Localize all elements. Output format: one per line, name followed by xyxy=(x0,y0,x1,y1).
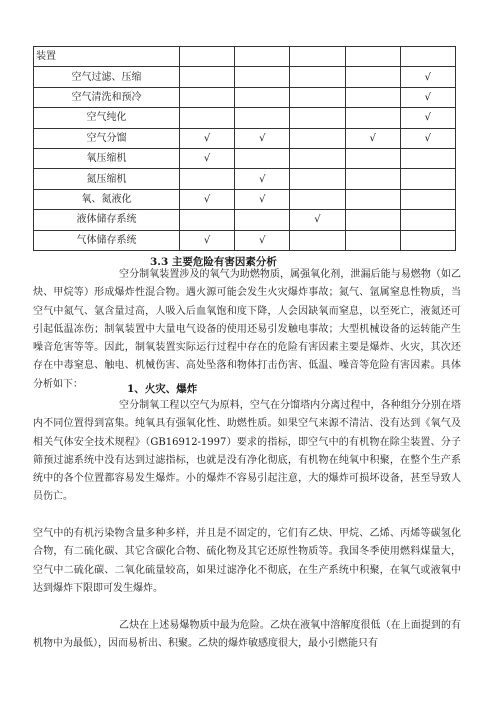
unit-name-cell: 气体储存系统 xyxy=(34,230,180,250)
unit-name-cell: 空气清洗和预冷 xyxy=(34,87,180,107)
table-row xyxy=(34,128,456,148)
hazard-mark-cell xyxy=(235,87,290,107)
table-row xyxy=(34,169,456,189)
hazard-mark-cell xyxy=(290,47,345,67)
unit-name-cell: 空气纯化 xyxy=(34,108,180,128)
hazard-mark-cell: √ xyxy=(400,108,455,128)
hazard-mark-cell xyxy=(180,108,235,128)
hazard-mark-cell xyxy=(290,230,345,250)
hazard-mark-cell: √ xyxy=(235,169,290,189)
hazard-mark-cell xyxy=(345,169,400,189)
hazard-mark-cell xyxy=(290,128,345,148)
hazard-mark-cell: √ xyxy=(180,230,235,250)
hazard-mark-cell xyxy=(290,169,345,189)
section-heading: 3.3 主要危险有害因素分析 xyxy=(150,256,277,268)
hazard-mark-cell: √ xyxy=(235,189,290,209)
hazard-mark-cell xyxy=(345,87,400,107)
hazard-mark-cell: √ xyxy=(180,128,235,148)
unit-name-cell: 液体储存系统 xyxy=(34,210,180,230)
hazard-mark-cell: √ xyxy=(400,87,455,107)
acetylene-paragraph xyxy=(33,617,461,654)
hazard-mark-cell xyxy=(235,108,290,128)
hazard-mark-cell xyxy=(345,47,400,67)
hazard-mark-cell xyxy=(180,47,235,67)
hazard-mark-cell: √ xyxy=(345,128,400,148)
subsection-heading-fire-explosion: 1、火灾、爆炸 xyxy=(127,383,198,395)
hazard-mark-cell xyxy=(400,230,455,250)
hazard-mark-cell xyxy=(345,210,400,230)
hazard-mark-cell: √ xyxy=(235,128,290,148)
hazard-mark-cell: √ xyxy=(180,148,235,168)
unit-name-cell: 氧、氮液化 xyxy=(34,189,180,209)
table-row xyxy=(34,189,456,209)
hazard-mark-cell: √ xyxy=(400,128,455,148)
table-row xyxy=(34,67,456,87)
table-row xyxy=(34,108,456,128)
hazard-mark-cell xyxy=(235,67,290,87)
hazard-mark-cell xyxy=(345,108,400,128)
hazard-mark-cell xyxy=(400,47,455,67)
hazard-table-wrapper xyxy=(33,46,455,251)
fire-paragraph xyxy=(33,397,461,507)
hazard-mark-cell xyxy=(400,210,455,230)
hazard-mark-cell xyxy=(345,148,400,168)
table-row xyxy=(34,230,456,250)
unit-name-cell: 氧压缩机 xyxy=(34,148,180,168)
hazard-mark-cell xyxy=(235,148,290,168)
table-row xyxy=(34,47,456,67)
hazard-mark-cell xyxy=(290,148,345,168)
hazard-mark-cell: √ xyxy=(290,210,345,230)
acetylene-paragraph-text: 乙炔在上述易爆物质中最为危险。乙炔在液氧中溶解度很低（在上面提到的有机物中为最低），因而易析出、积聚。乙炔的爆炸敏感度很大，最小引燃能只有 xyxy=(33,620,461,650)
hazard-mark-cell xyxy=(290,189,345,209)
hazard-table xyxy=(33,46,456,251)
hazard-mark-cell xyxy=(290,67,345,87)
hazard-mark-cell: √ xyxy=(180,189,235,209)
hazard-mark-cell xyxy=(235,47,290,67)
unit-name-cell: 装置 xyxy=(34,47,180,67)
hazard-mark-cell xyxy=(290,108,345,128)
hazard-mark-cell xyxy=(180,210,235,230)
hazard-mark-cell xyxy=(180,87,235,107)
hazard-mark-cell xyxy=(235,210,290,230)
unit-name-cell: 空气分馏 xyxy=(34,128,180,148)
hazard-mark-cell xyxy=(400,189,455,209)
fire-paragraph-text: 空分制氧工程以空气为原料，空气在分馏塔内分离过程中，各种组分分别在塔内不同位置得到富集。纯氧具有强氧化性、助燃性质。如果空气来源不清洁、没有达到《氧气及相关气体安全技术规程》（GB16912-1997）要求的指标，即空气中的有机物在除尘装置、分子筛预过滤系统中没有达到过滤指标，也就是没有净化彻底，有机物在纯氧中积聚，在整个生产系统中的各个位置都容易发生爆炸。小的爆炸不容易引起注意，大的爆炸可损坏设备，甚至导致人员伤亡。 xyxy=(33,400,461,503)
hazard-mark-cell xyxy=(345,67,400,87)
intro-paragraph xyxy=(33,266,461,394)
intro-paragraph-text: 空分制氧装置涉及的氧气为助燃物质，属强氧化剂，泄漏后能与易燃物（如乙炔、甲烷等）形成爆炸性混合物。遇火源可能会发生火灾爆炸事故；氮气、氩属窒息性物质，当空气中氮气、氩含量过高，人吸入后血氧饱和度下降，人会因缺氧而窒息，以至死亡，液氮还可引起低温冻伤；制氧装置中大量电气设备的使用还易引发触电事故；大型机械设备的运转能产生噪音危害等等。因此，制氧装置实际运行过程中存在的危险有害因素主要是爆炸、火灾，其次还存在中毒窒息、触电、机械伤害、高处坠落和物体打击伤害、低温、噪音等危险有害因素。具体分析如下： xyxy=(33,269,461,390)
hazard-mark-cell xyxy=(290,87,345,107)
hazard-mark-cell: √ xyxy=(400,67,455,87)
hazard-mark-cell: √ xyxy=(235,230,290,250)
hazard-mark-cell xyxy=(400,148,455,168)
table-row xyxy=(34,148,456,168)
hazard-mark-cell xyxy=(180,169,235,189)
hazard-mark-cell xyxy=(345,189,400,209)
table-row xyxy=(34,210,456,230)
unit-name-cell: 氮压缩机 xyxy=(34,169,180,189)
hazard-mark-cell xyxy=(180,67,235,87)
unit-name-cell: 空气过滤、压缩 xyxy=(34,67,180,87)
hazard-mark-cell xyxy=(345,230,400,250)
hazard-mark-cell xyxy=(400,169,455,189)
pollutant-paragraph: 空气中的有机污染物含量多种多样，并且是不固定的，它们有乙炔、甲烷、乙烯、丙烯等碳氢化合物，有二硫化碳、其它含碳化合物、硫化物及其它还原性物质等。我国冬季使用燃料煤量大，空气中二硫化碳、二氧化硫量较高，如果过滤净化不彻底，在生产系统中积聚，在氧气或液氧中达到爆炸下限即可发生爆炸。 xyxy=(33,528,461,594)
table-row xyxy=(34,87,456,107)
